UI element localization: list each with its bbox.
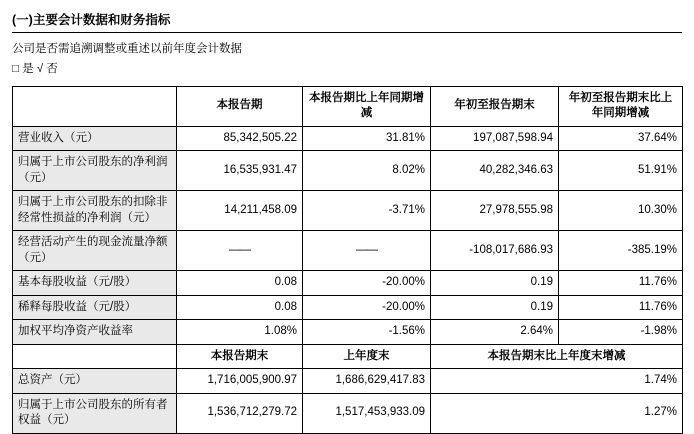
cell-basic-eps-ytd: 0.19 [431, 271, 559, 296]
cell-basic-eps-current: 0.08 [177, 271, 303, 296]
row-label-operating-cash-flow: 经营活动产生的现金流量净额（元） [13, 231, 177, 271]
note-retrospective-adjustment: 公司是否需追溯调整或重述以前年度会计数据 [12, 43, 242, 55]
cell-diluted-eps-current: 0.08 [177, 295, 303, 320]
cell-operating-cash-flow-ytd: -108,017,686.93 [431, 231, 559, 271]
cell-diluted-eps-ytd-change: 11.76% [559, 295, 683, 320]
cell-total-assets-period-end: 1,716,005,900.97 [177, 369, 303, 394]
table-header-row-main [13, 86, 683, 126]
cell-net-profit-deducted-current: 14,211,458.09 [177, 191, 303, 231]
table-row [13, 126, 683, 151]
row-label-basic-eps: 基本每股收益（元/股） [13, 271, 177, 296]
cell-weighted-roe-current-change: -1.56% [303, 320, 431, 345]
row-label-weighted-roe: 加权平均净资产收益率 [13, 320, 177, 345]
cell-net-profit-current-change: 8.02% [303, 151, 431, 191]
cell-net-profit-deducted-ytd: 27,978,555.98 [431, 191, 559, 231]
cell-total-assets-change: 1.74% [431, 369, 683, 394]
cell-equity-prior-year-end: 1,517,453,933.09 [303, 393, 431, 433]
cell-equity-change: 1.27% [431, 393, 683, 433]
title-divider [12, 32, 682, 33]
cell-net-profit-ytd: 40,282,346.63 [431, 151, 559, 191]
row-label-equity: 归属于上市公司股东的所有者权益（元） [13, 393, 177, 433]
page-title: (一)主要会计数据和财务指标 [12, 13, 171, 27]
cell-diluted-eps-ytd: 0.19 [431, 295, 559, 320]
table-row [13, 231, 683, 271]
column-header-blank-2 [13, 344, 177, 369]
note-yes-no-checkbox: □ 是 √ 否 [12, 63, 58, 76]
cell-basic-eps-current-change: -20.00% [303, 271, 431, 296]
table-row [13, 320, 683, 345]
row-label-net-profit-deducted: 归属于上市公司股东的扣除非经常性损益的净利润（元） [13, 191, 177, 231]
cell-weighted-roe-ytd: 2.64% [431, 320, 559, 345]
cell-operating-cash-flow-current-change: —— [303, 231, 431, 271]
column-header-period-end-change: 本报告期末比上年度末增减 [431, 344, 683, 369]
table-header-row-second [13, 344, 683, 369]
table-row [13, 295, 683, 320]
cell-weighted-roe-ytd-change: -1.98% [559, 320, 683, 345]
row-label-revenue: 营业收入（元） [13, 126, 177, 151]
financial-indicators-table [12, 86, 683, 434]
table-row [13, 369, 683, 394]
table-row [13, 151, 683, 191]
cell-net-profit-ytd-change: 51.91% [559, 151, 683, 191]
column-header-current-period: 本报告期 [177, 86, 303, 126]
cell-net-profit-deducted-current-change: -3.71% [303, 191, 431, 231]
cell-basic-eps-ytd-change: 11.76% [559, 271, 683, 296]
column-header-period-end: 本报告期末 [177, 344, 303, 369]
cell-weighted-roe-current: 1.08% [177, 320, 303, 345]
cell-revenue-current-change: 31.81% [303, 126, 431, 151]
column-header-ytd: 年初至报告期末 [431, 86, 559, 126]
cell-diluted-eps-current-change: -20.00% [303, 295, 431, 320]
table-row [13, 271, 683, 296]
cell-operating-cash-flow-ytd-change: -385.19% [559, 231, 683, 271]
row-label-diluted-eps: 稀释每股收益（元/股） [13, 295, 177, 320]
cell-total-assets-prior-year-end: 1,686,629,417.83 [303, 369, 431, 394]
table-row [13, 191, 683, 231]
cell-revenue-ytd-change: 37.64% [559, 126, 683, 151]
cell-net-profit-current: 16,535,931.47 [177, 151, 303, 191]
row-label-total-assets: 总资产（元） [13, 369, 177, 394]
cell-equity-period-end: 1,536,712,279.72 [177, 393, 303, 433]
cell-revenue-ytd: 197,087,598.94 [431, 126, 559, 151]
column-header-ytd-change: 年初至报告期末比上年同期增减 [559, 86, 683, 126]
cell-operating-cash-flow-current: —— [177, 231, 303, 271]
row-label-net-profit: 归属于上市公司股东的净利润（元） [13, 151, 177, 191]
column-header-current-period-change: 本报告期比上年同期增减 [303, 86, 431, 126]
column-header-prior-year-end: 上年度末 [303, 344, 431, 369]
cell-net-profit-deducted-ytd-change: 10.30% [559, 191, 683, 231]
table-row [13, 393, 683, 433]
cell-revenue-current: 85,342,505.22 [177, 126, 303, 151]
column-header-blank [13, 86, 177, 126]
